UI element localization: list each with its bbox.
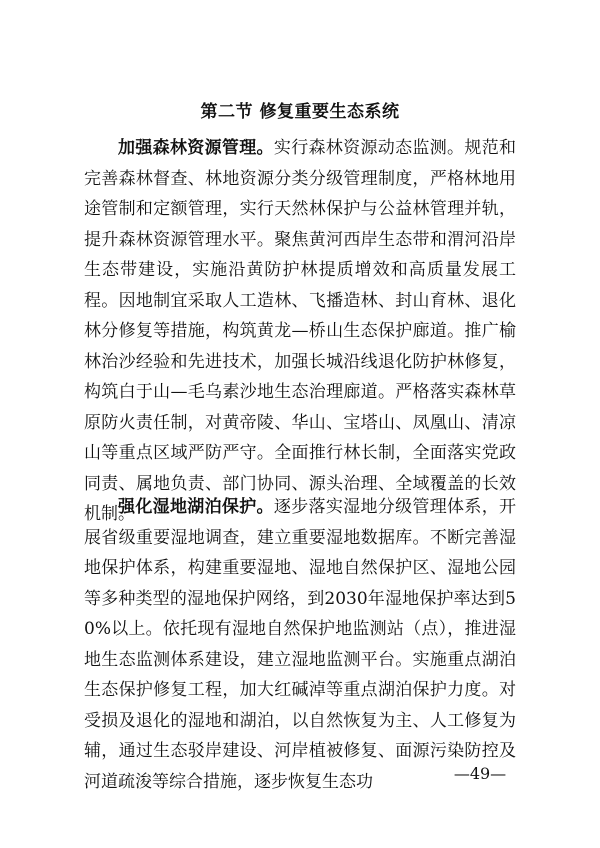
paragraph-lead: 加强森林资源管理。: [118, 138, 274, 158]
paragraph-body: 实行森林资源动态监测。规范和完善森林督查、林地资源分类分级管理制度，严格林地用途管制和定额管理，实行天然林保护与公益林管理并轨，提升森林资源管理水平。聚焦黄河西岸生态带和渭河沿岸生态带建设，实施沿黄防护林提质增效和高质量发展工程。因地制宜采取人工造林、飞播造林、封山育林、退化林分修复等措施，构筑黄龙—桥山生态保护廊道。推广榆林治沙经验和先进技术，加强长城沿线退化防护林修复，构筑白于山—毛乌素沙地生态治理廊道。严格落实森林草原防火责任制，对黄帝陵、华山、宝塔山、凤凰山、清凉山等重点区域严防严守。全面推行林长制，全面落实党政同责、属地负责、部门协同、源头治理、全域覆盖的长效机制。: [84, 138, 517, 524]
paragraph-wetland-protection: [84, 492, 516, 797]
paragraph-forest-management: [84, 133, 516, 530]
paragraph-body: 逐步落实湿地分级管理体系，开展省级重要湿地调查，建立重要湿地数据库。不断完善湿地保护体系，构建重要湿地、湿地自然保护区、湿地公园等多种类型的湿地保护网络，到2030年湿地保护率达到50%以上。依托现有湿地自然保护地监测站（点），推进湿地生态监测体系建设，建立湿地监测平台。实施重点湖泊生态保护修复工程，加大红碱淖等重点湖泊保护力度。对受损及退化的湿地和湖泊，以自然恢复为主、人工修复为辅，通过生态驳岸建设、河岸植被修复、面源污染防控及河道疏浚等综合措施，逐步恢复生态功: [84, 497, 517, 792]
page-number: —49—: [453, 764, 507, 783]
section-title: 第二节 修复重要生态系统: [200, 102, 400, 122]
paragraph-lead: 强化湿地湖泊保护。: [118, 497, 274, 517]
